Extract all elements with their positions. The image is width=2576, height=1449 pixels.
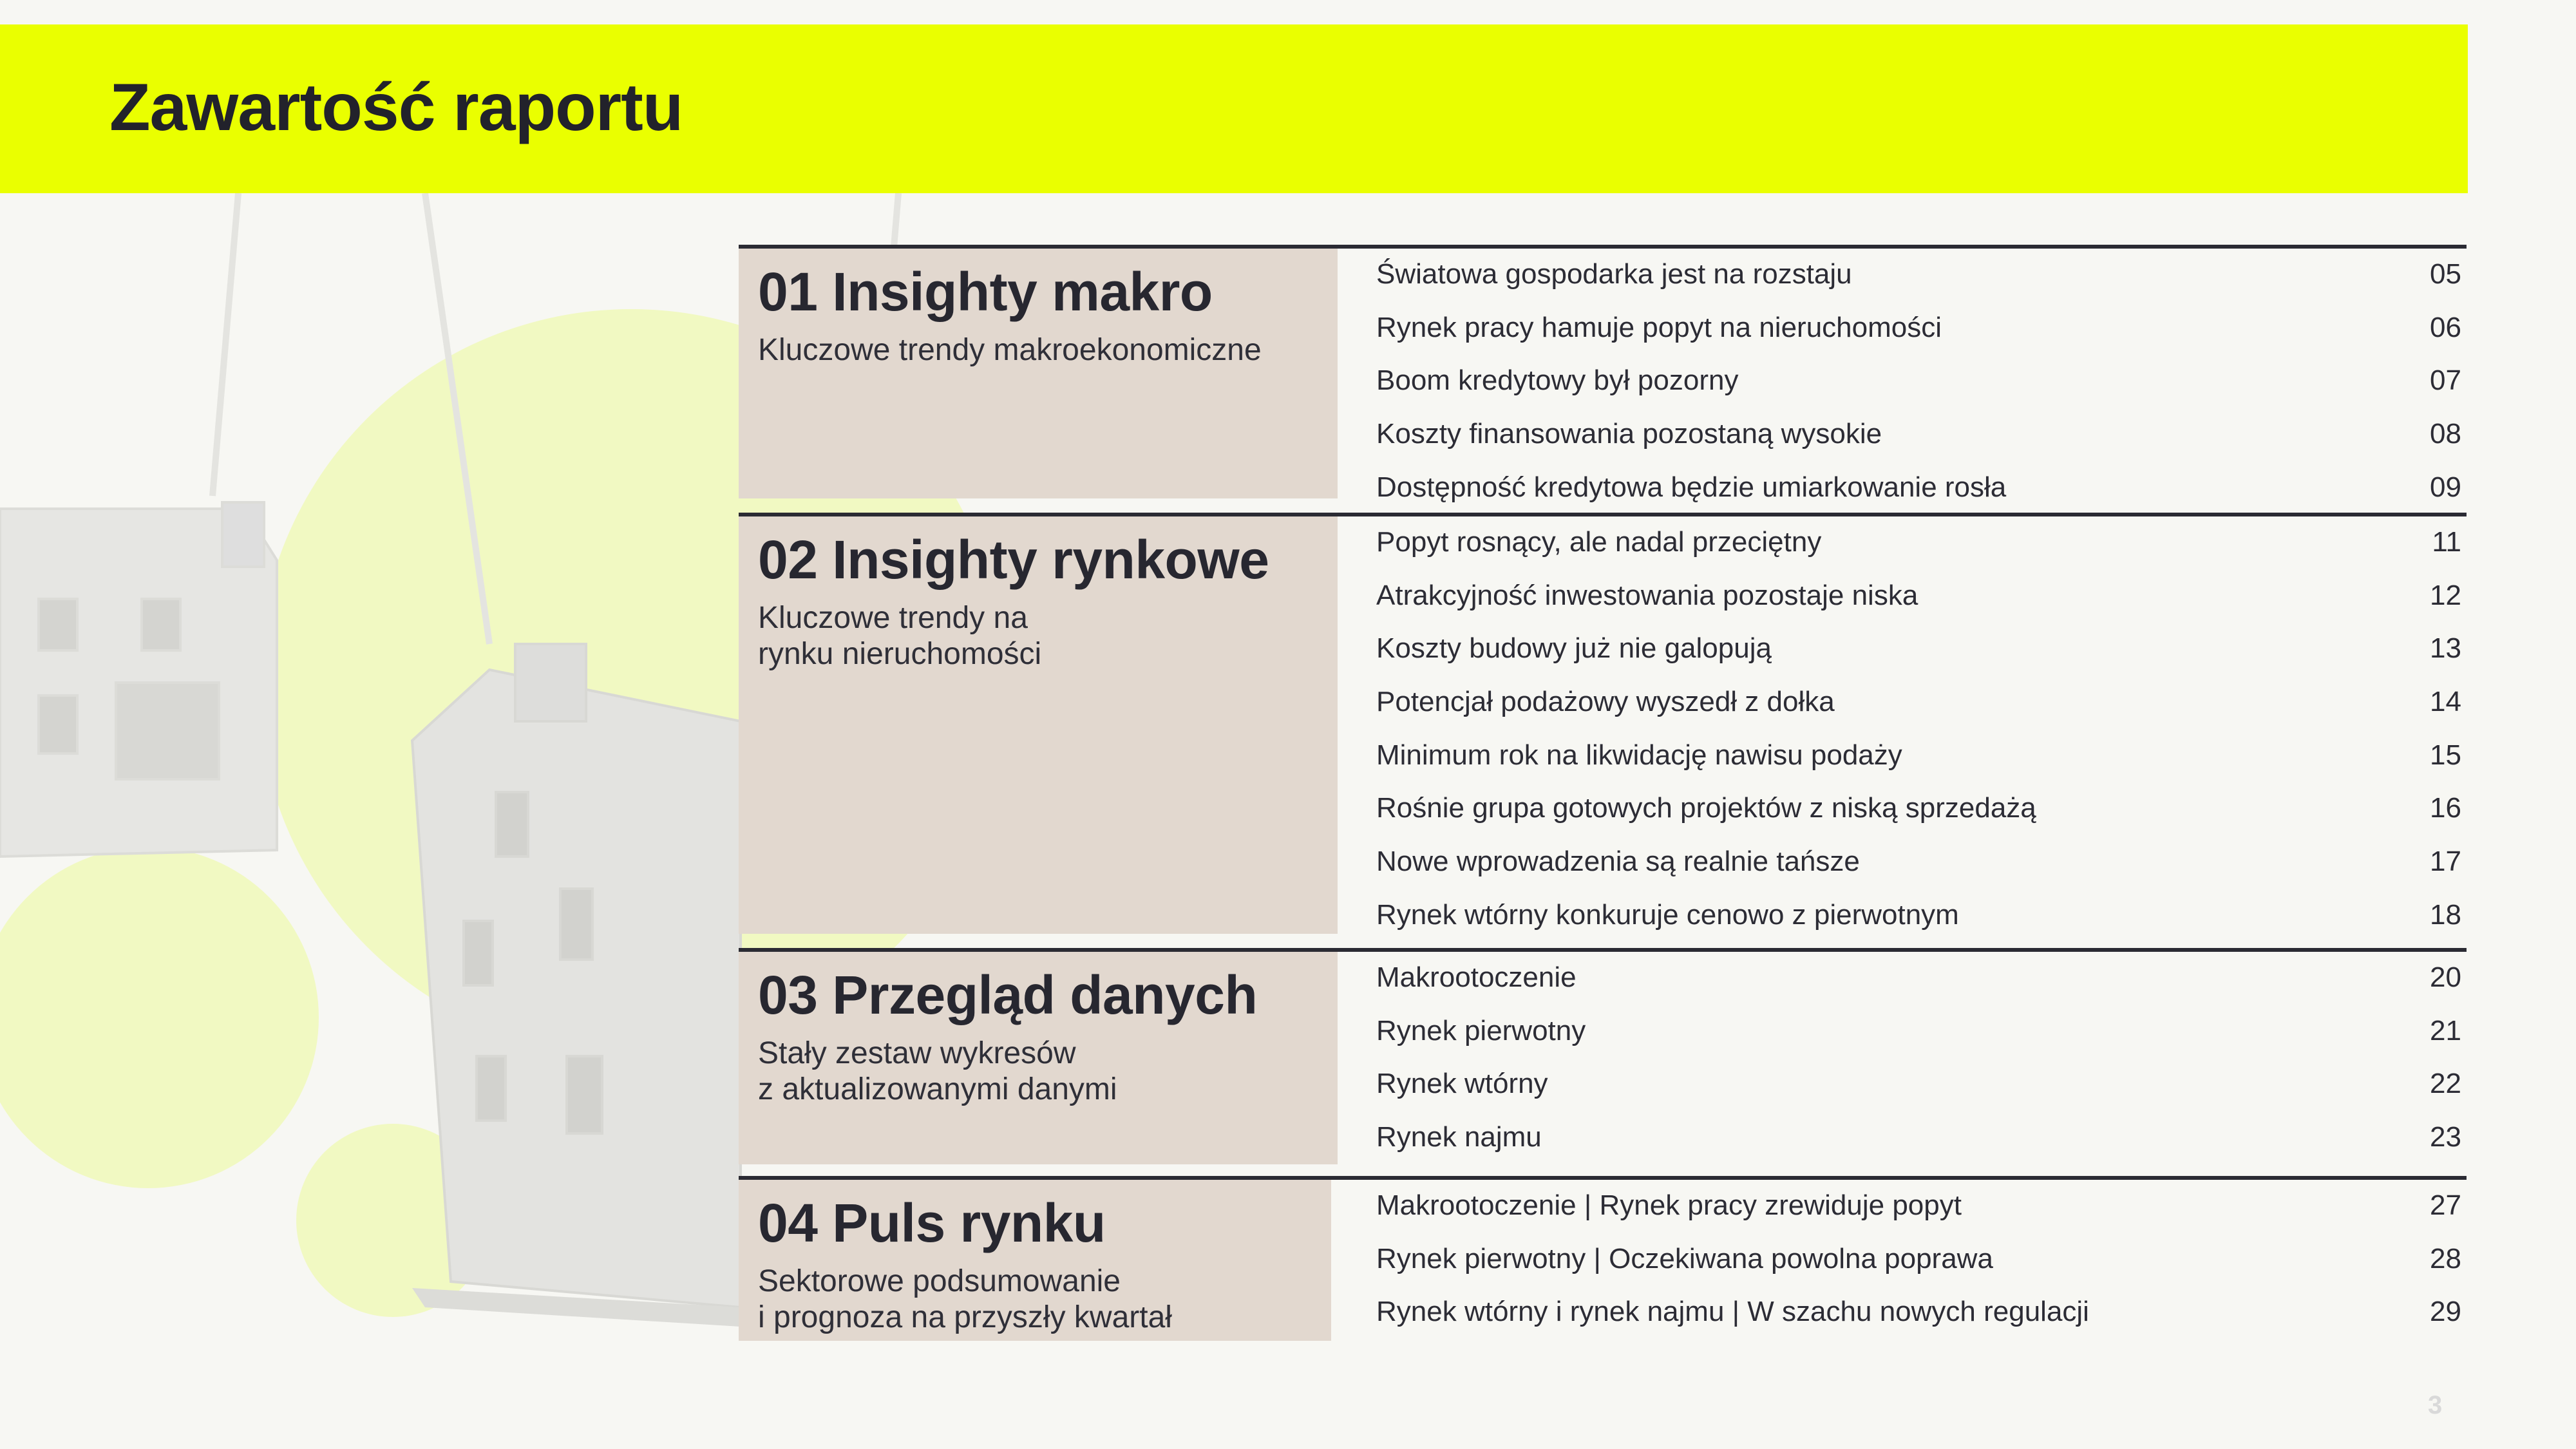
toc-entry[interactable] xyxy=(1376,1233,2467,1287)
toc-entry[interactable] xyxy=(1376,1005,2467,1059)
section-description: Kluczowe trendy makroekonomiczne xyxy=(758,333,1262,367)
section-heading: 04 Puls rynku xyxy=(758,1193,1106,1253)
toc-entry-page: 06 xyxy=(2430,311,2461,343)
section-heading: 01 Insighty makro xyxy=(758,261,1213,322)
toc-entry[interactable] xyxy=(1376,889,2467,943)
toc-entry[interactable] xyxy=(1376,1112,2467,1165)
house-illustration-center xyxy=(412,644,741,1307)
toc-entry-title: Koszty finansowania pozostaną wysokie xyxy=(1376,418,1882,450)
toc-entry-title: Dostępność kredytowa będzie umiarkowanie rosła xyxy=(1376,471,2007,503)
toc-entry[interactable] xyxy=(1376,570,2467,623)
toc-list xyxy=(1376,249,2467,515)
toc-entry-title: Makrootoczenie | Rynek pracy zrewiduje popyt xyxy=(1376,1189,1962,1221)
toc-entry[interactable] xyxy=(1376,408,2467,462)
toc-entry-title: Rynek najmu xyxy=(1376,1121,1542,1153)
section-description: Kluczowe trendy na rynku nieruchomości xyxy=(758,601,1042,671)
toc-entry-title: Rynek wtórny i rynek najmu | W szachu nowych regulacji xyxy=(1376,1296,2089,1328)
toc-entry-page: 15 xyxy=(2430,739,2461,771)
toc-entry-page: 20 xyxy=(2430,961,2461,993)
toc-entry-page: 27 xyxy=(2430,1189,2461,1221)
toc-entry-page: 28 xyxy=(2430,1242,2461,1274)
toc-entry[interactable] xyxy=(1376,1180,2467,1233)
toc-entry-page: 29 xyxy=(2430,1296,2461,1328)
section-description: Sektorowe podsumowanie i prognoza na przyszły kwartał xyxy=(758,1264,1172,1334)
toc-list xyxy=(1376,1180,2467,1340)
toc-entry-title: Nowe wprowadzenia są realnie tańsze xyxy=(1376,846,1860,878)
toc-entry-page: 22 xyxy=(2430,1068,2461,1100)
house-illustration-left xyxy=(0,502,277,857)
toc-entry-title: Rynek pierwotny xyxy=(1376,1014,1586,1046)
toc-entry-page: 14 xyxy=(2430,686,2461,718)
toc-entry-title: Potencjał podażowy wyszedł z dołka xyxy=(1376,686,1835,718)
page-title: Zawartość raportu xyxy=(109,70,683,145)
toc-entry-title: Rynek wtórny xyxy=(1376,1068,1548,1100)
toc-entry-title: Makrootoczenie xyxy=(1376,961,1577,993)
toc-entry[interactable] xyxy=(1376,302,2467,355)
toc-entry[interactable] xyxy=(1376,782,2467,836)
toc-entry-page: 07 xyxy=(2430,365,2461,397)
toc-entry-page: 17 xyxy=(2430,846,2461,878)
toc-list xyxy=(1376,952,2467,1165)
section-header-box xyxy=(739,249,1338,498)
section-header-box xyxy=(739,516,1338,934)
toc-entry[interactable] xyxy=(1376,623,2467,676)
toc-entry-page: 21 xyxy=(2430,1014,2461,1046)
toc-entry[interactable] xyxy=(1376,730,2467,783)
toc-entry-title: Popyt rosnący, ale nadal przeciętny xyxy=(1376,526,1822,558)
section-heading: 02 Insighty rynkowe xyxy=(758,529,1269,590)
toc-entry[interactable] xyxy=(1376,836,2467,889)
toc-entry-title: Rynek pracy hamuje popyt na nieruchomości xyxy=(1376,311,1942,343)
toc-entry-title: Koszty budowy już nie galopują xyxy=(1376,632,1772,665)
toc-entry-page: 16 xyxy=(2430,792,2461,824)
toc-entry-page: 05 xyxy=(2430,258,2461,290)
toc-entry-title: Atrakcyjność inwestowania pozostaje niska xyxy=(1376,579,1918,611)
section-header-box xyxy=(739,952,1338,1164)
toc-entry-page: 23 xyxy=(2430,1121,2461,1153)
toc-entry-title: Boom kredytowy był pozorny xyxy=(1376,365,1739,397)
toc-entry-page: 13 xyxy=(2430,632,2461,665)
toc-entry-title: Rynek pierwotny | Oczekiwana powolna poprawa xyxy=(1376,1242,1993,1274)
toc-entry[interactable] xyxy=(1376,249,2467,302)
toc-entry[interactable] xyxy=(1376,676,2467,730)
toc-entry[interactable] xyxy=(1376,1058,2467,1112)
toc-entry[interactable] xyxy=(1376,1286,2467,1340)
toc-entry[interactable] xyxy=(1376,952,2467,1005)
toc-entry-page: 11 xyxy=(2432,526,2461,558)
toc-entry-page: 18 xyxy=(2430,898,2461,931)
decorative-circle-left xyxy=(0,847,319,1188)
toc-list xyxy=(1376,516,2467,943)
toc-entry-page: 08 xyxy=(2430,418,2461,450)
toc-entry[interactable] xyxy=(1376,355,2467,408)
section-description: Stały zestaw wykresów z aktualizowanymi danymi xyxy=(758,1036,1117,1106)
toc-entry-title: Minimum rok na likwidację nawisu podaży xyxy=(1376,739,1902,771)
section-heading: 03 Przegląd danych xyxy=(758,965,1258,1025)
toc-entry[interactable] xyxy=(1376,462,2467,515)
section-header-box xyxy=(739,1180,1331,1341)
toc-entry-page: 09 xyxy=(2430,471,2461,503)
toc-entry-title: Światowa gospodarka jest na rozstaju xyxy=(1376,258,1852,290)
toc-entry[interactable] xyxy=(1376,516,2467,570)
toc-entry-title: Rośnie grupa gotowych projektów z niską sprzedażą xyxy=(1376,792,2036,824)
toc-entry-page: 12 xyxy=(2430,579,2461,611)
page-number: 3 xyxy=(2428,1391,2443,1419)
toc-entry-title: Rynek wtórny konkuruje cenowo z pierwotnym xyxy=(1376,898,1959,931)
